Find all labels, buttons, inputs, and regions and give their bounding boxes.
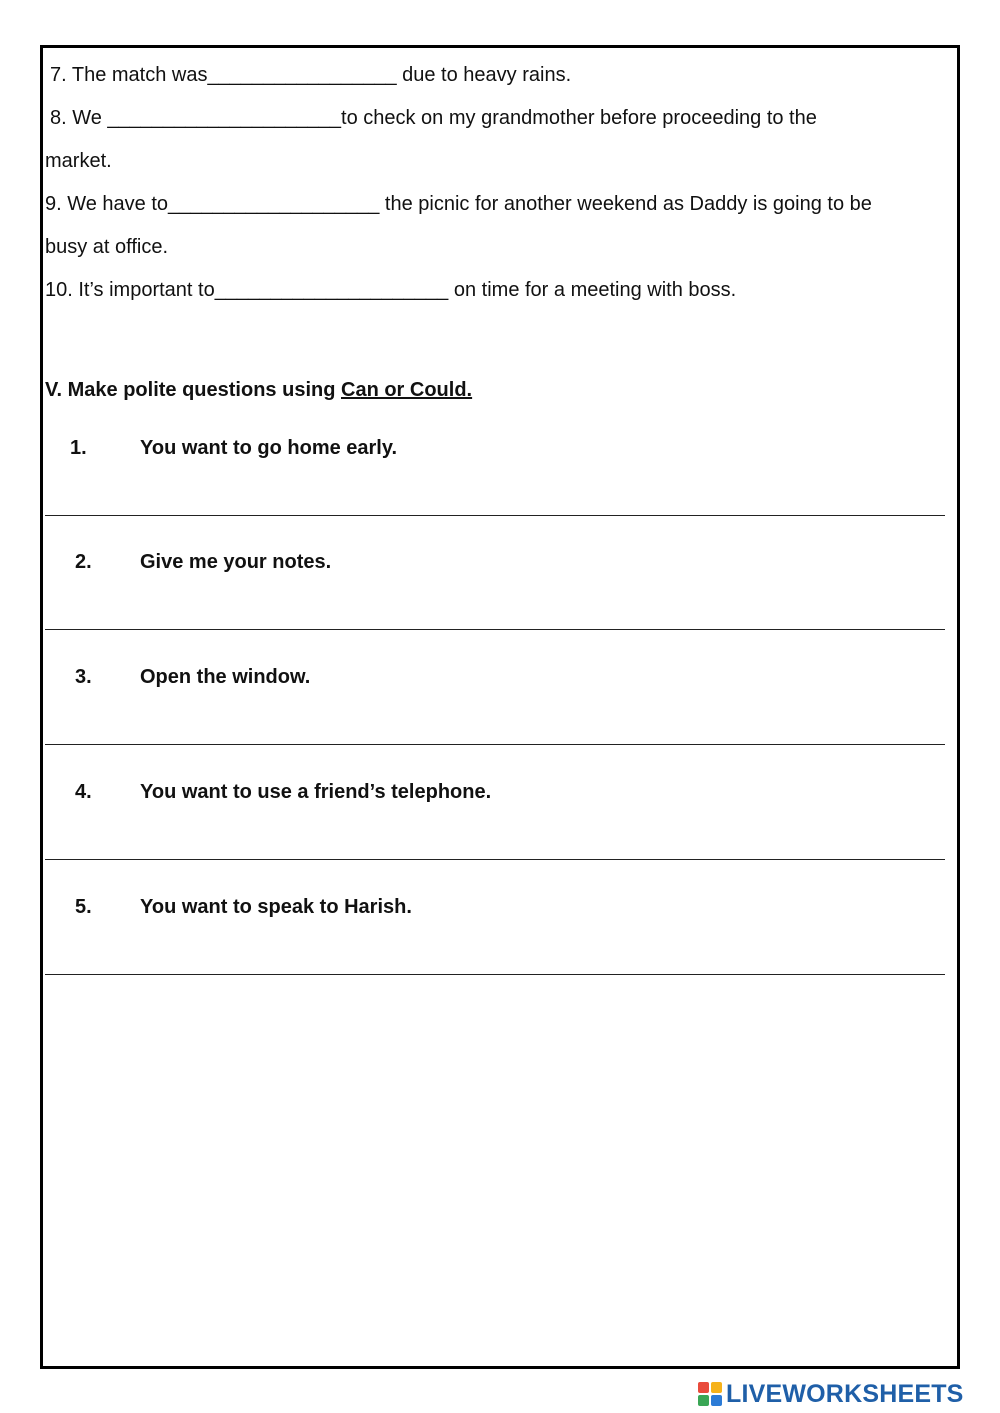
polite-question-3-number: 3. [75, 666, 92, 688]
polite-question-2-text: Give me your notes. [140, 551, 332, 573]
answer-line-5 [45, 974, 945, 975]
logo-square-green [698, 1395, 709, 1406]
section-v-heading-underlined: Can or Could. [341, 379, 473, 401]
answer-line-3 [45, 744, 945, 745]
question-8-line-1: 8. We _____________________to check on my grandmother before proceeding to the [50, 107, 817, 129]
polite-question-5-number: 5. [75, 896, 92, 918]
logo-square-red [698, 1382, 709, 1393]
polite-question-4-text: You want to use a friend’s telephone. [140, 781, 492, 803]
question-9-line-1: 9. We have to___________________ the picnic for another weekend as Daddy is going to be [45, 193, 872, 215]
answer-line-1 [45, 515, 945, 516]
liveworksheets-logo-icon [698, 1382, 722, 1406]
liveworksheets-brand-text: LIVEWORKSHEETS [726, 1380, 964, 1408]
answer-line-2 [45, 629, 945, 630]
logo-square-yellow [711, 1382, 722, 1393]
polite-question-1-number: 1. [70, 437, 87, 459]
question-9-line-2: busy at office. [45, 236, 169, 258]
worksheet-frame [40, 45, 960, 1369]
question-10: 10. It’s important to_____________________ on time for a meeting with boss. [45, 279, 737, 301]
question-7: 7. The match was_________________ due to heavy rains. [50, 64, 572, 86]
answer-line-4 [45, 859, 945, 860]
polite-question-3-text: Open the window. [140, 666, 311, 688]
section-v-heading-prefix: V. Make polite questions using [45, 379, 341, 401]
polite-question-1-text: You want to go home early. [140, 437, 398, 459]
polite-question-5-text: You want to speak to Harish. [140, 896, 412, 918]
question-8-line-2: market. [45, 150, 112, 172]
polite-question-4-number: 4. [75, 781, 92, 803]
section-v-heading [45, 378, 472, 402]
liveworksheets-logo [698, 1378, 964, 1410]
logo-square-blue [711, 1395, 722, 1406]
polite-question-2-number: 2. [75, 551, 92, 573]
